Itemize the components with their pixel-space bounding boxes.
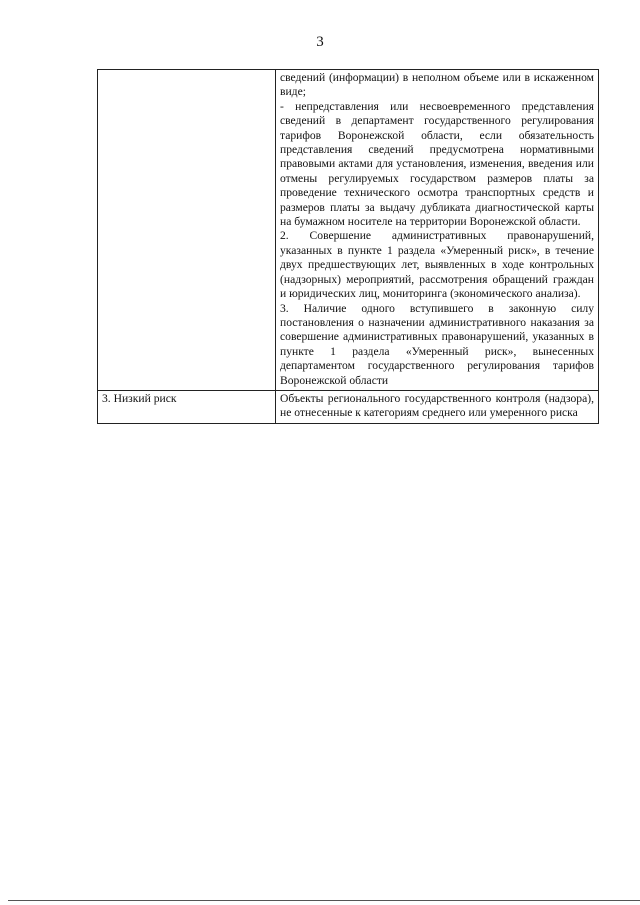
risk-category-cell <box>98 70 276 391</box>
risk-category-table <box>97 69 599 424</box>
risk-category-label: 3. Низкий риск <box>102 391 177 405</box>
criteria-paragraph: Объекты регионального государственного контроля (надзора), не отнесенные к категориям среднего или умеренного риска <box>280 391 594 420</box>
table-row <box>98 70 599 391</box>
risk-category-cell <box>98 390 276 423</box>
criteria-paragraph: сведений (информации) в неполном объеме или в искаженном виде; <box>280 71 594 99</box>
risk-criteria-cell <box>276 70 599 391</box>
criteria-paragraph: - непредставления или несвоевременного представления сведений в департамент государственного регулирования тарифов Воронежской области, если обязательность представления сведений предусмотрена нормативными правовыми актами для установления, изменения, введения или отмены регулируемых государством размеров платы за проведение технического осмотра транспортных средств и размеров платы за выдачу дубликата диагностической карты на бумажном носителе на территории Воронежской области. <box>280 99 594 229</box>
risk-criteria-cell <box>276 390 599 423</box>
page-number: 3 <box>316 34 324 50</box>
criteria-paragraph: 2. Совершение административных правонарушений, указанных в пункте 1 раздела «Умеренный риск», в течение двух предшествующих лет, выявленных в ходе контрольных (надзорных) мероприятий, рассмотрения обращений граждан и юридических лиц, мониторинга (экономического анализа). <box>280 229 594 301</box>
page-bottom-edge <box>8 900 640 901</box>
table-row <box>98 390 599 423</box>
criteria-paragraph: 3. Наличие одного вступившего в законную силу постановления о назначении административного наказания за совершение административных правонарушений, указанных в пункте 1 раздела «Умеренный риск», вынесенных департаментом государственного регулирования тарифов Воронежской области <box>280 301 594 387</box>
